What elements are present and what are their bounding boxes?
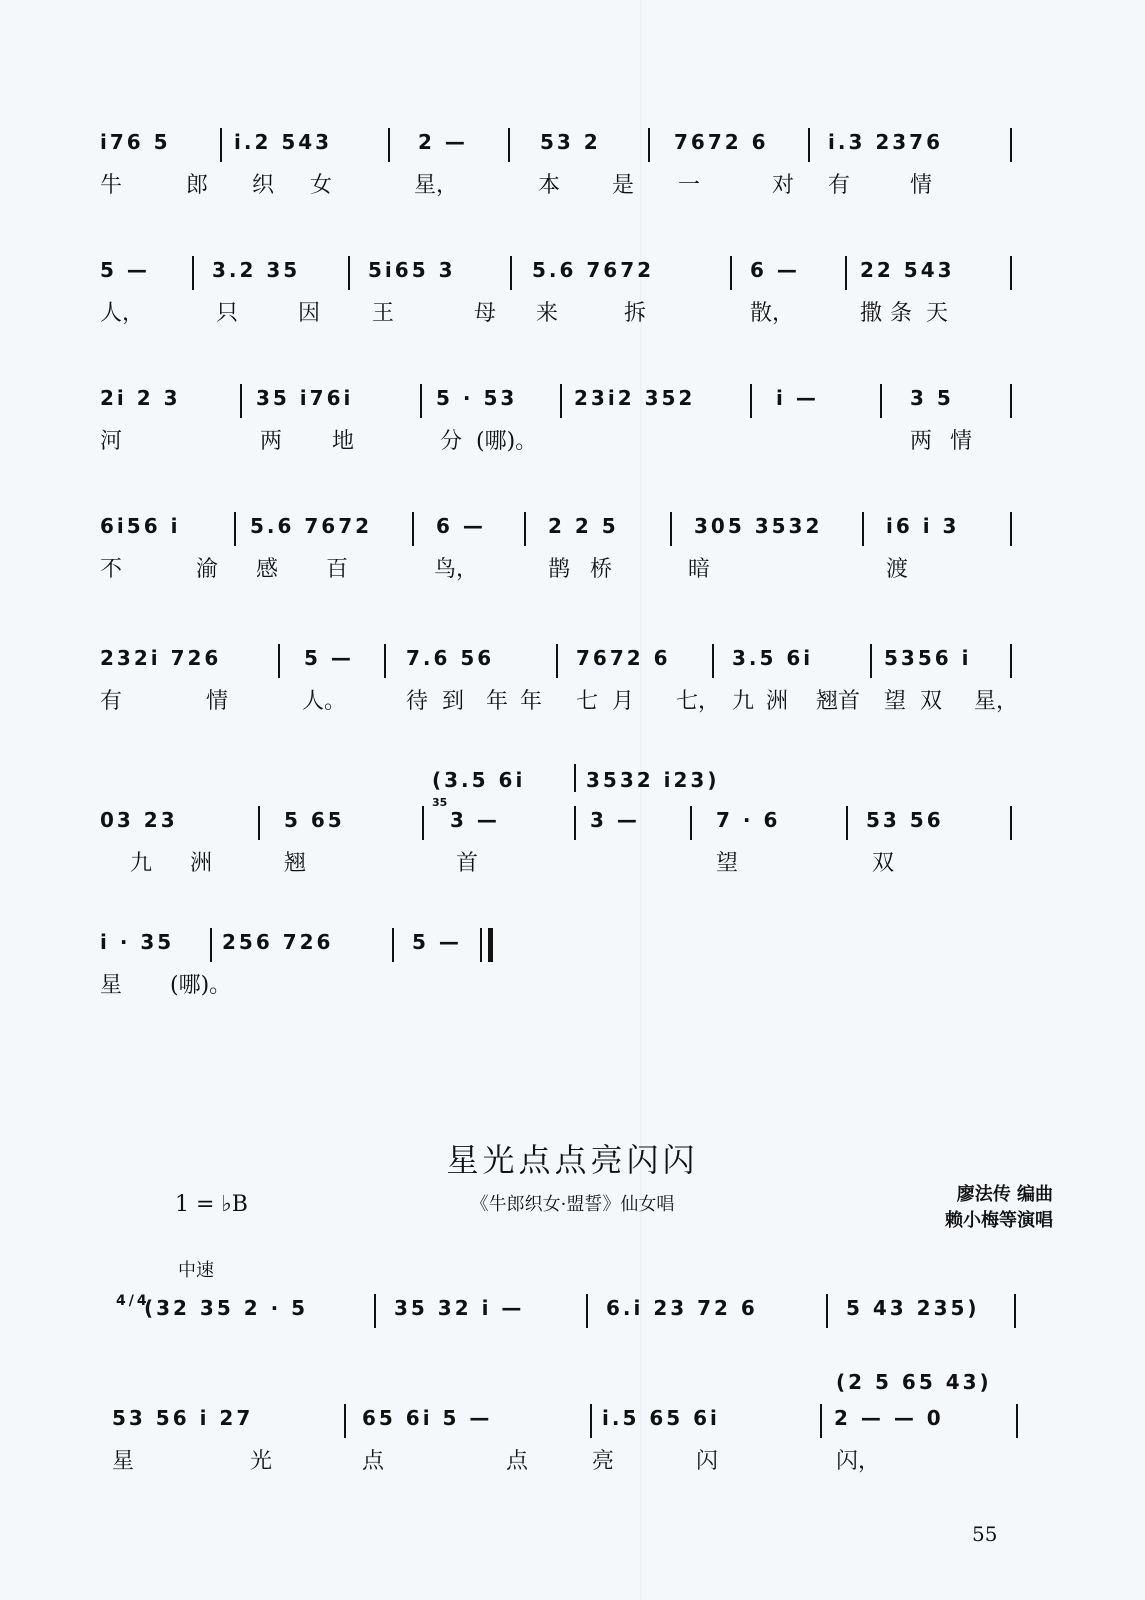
lyric: 鸟， [434,557,479,582]
barline [388,128,390,162]
lyric: 九 [732,689,755,714]
lyric: 撒 [860,301,883,326]
barline [508,128,510,162]
measure: 5 · 53 [436,386,518,410]
barline [348,256,350,290]
lyric: 百 [326,557,349,582]
measure: 5356 i [884,646,972,670]
lyric: 河 [100,429,123,454]
measure: 53 56 [866,808,944,832]
lyric: 条 [890,301,913,326]
barline [344,1404,346,1438]
barline [1010,256,1012,290]
barline [258,806,260,840]
barline [1010,644,1012,678]
time-signature: 4/4 [116,1293,150,1309]
measure: 5i65 3 [368,258,456,282]
measure: 5 — [412,930,462,954]
lyric: 渝 [196,557,219,582]
lyric: 鹊 [548,557,571,582]
lyric: 七 [576,689,599,714]
measure: 3 — [450,808,500,832]
measure: 5 — [304,646,354,670]
lyric: (哪)。 [476,429,538,454]
measure: 7672 6 [674,130,769,154]
barline [392,928,394,962]
lyric: 洲 [190,851,213,876]
measure: 3.5 6i [732,646,814,670]
measure: 6 — [436,514,486,538]
measure: 232i 726 [100,646,222,670]
lyric: 洲 [766,689,789,714]
lyric: (哪)。 [170,973,232,998]
lyric: 有 [828,173,851,198]
lyric: 光 [250,1449,273,1474]
score-line-7 [100,928,1030,1048]
barline [412,512,414,546]
lyric: 分 [440,429,463,454]
barline [384,644,386,678]
lyric: 双 [872,851,895,876]
barline [586,1294,588,1328]
barline [862,512,864,546]
grace-note: 35 [432,796,448,809]
lyric: 待 [406,689,429,714]
score-line-3 [100,384,1030,504]
lyric: 月 [612,689,635,714]
lyric: 暗 [688,557,711,582]
final-barline [488,928,493,962]
measure: 53 56 i 27 [112,1406,254,1430]
barline [574,806,576,840]
lyric: 亮 [592,1449,615,1474]
lyric: 九 [130,851,153,876]
barline [420,384,422,418]
barline [880,384,882,418]
lyric: 牛 [100,173,123,198]
barline [524,512,526,546]
lyric: 只 [216,301,239,326]
measure: 7 · 6 [716,808,781,832]
barline [750,384,752,418]
score-line-4 [100,512,1030,632]
intro-line [116,1294,1030,1414]
song-title: 星光点点亮闪闪 [446,1141,699,1179]
measure: 6 — [750,258,800,282]
measure: i76 5 [100,130,171,154]
lyric: 望 [716,851,739,876]
lyric: 星 [100,973,123,998]
measure: 305 3532 [694,514,823,538]
composer-credit: 廖法传 编曲 [956,1184,1053,1205]
lyric: 点 [506,1449,529,1474]
measure: 03 23 [100,808,178,832]
lyric: 翘首 [816,689,861,714]
lyric: 王 [372,301,395,326]
lyric: 星， [414,173,459,198]
measure: 2 — [418,130,468,154]
barline [670,512,672,546]
barline [278,644,280,678]
measure: i — [776,386,819,410]
score-line-2 [100,256,1030,376]
barline [846,806,848,840]
song2-line-1 [112,1404,1030,1524]
barline [808,128,810,162]
lyric: 人， [100,301,145,326]
barline [1014,1294,1016,1328]
barline [870,644,872,678]
lyric: 女 [310,173,333,198]
lyric: 星 [112,1449,135,1474]
measure: 7.6 56 [406,646,495,670]
measure: 5 65 [284,808,345,832]
lyric: 到 [442,689,465,714]
measure: 5.6 7672 [250,514,373,538]
lyric: 年 [486,689,509,714]
lyric: 星， [974,689,1019,714]
measure: 6.i 23 72 6 [606,1296,758,1320]
measure: 2 2 5 [548,514,619,538]
barline [1010,806,1012,840]
measure: i6 i 3 [886,514,960,538]
lyric: 情 [206,689,229,714]
measure: 53 2 [540,130,601,154]
lyric: 一 [678,173,701,198]
tempo-marking: 中速 [178,1260,214,1281]
barline [480,928,482,962]
lyric: 闪， [836,1449,881,1474]
lyric: 望 [884,689,907,714]
measure: 7672 6 [576,646,671,670]
score-line-1 [100,128,1030,248]
lyric: 两 [260,429,283,454]
barline [556,644,558,678]
measure: 3.2 35 [212,258,301,282]
measure: i.5 65 6i [602,1406,720,1430]
measure: 35 32 i — [394,1296,525,1320]
lyric: 情 [910,173,933,198]
lyric: 两 [910,429,933,454]
barline [826,1294,828,1328]
barline [374,1294,376,1328]
lyric: 翘 [284,851,307,876]
lyric: 点 [362,1449,385,1474]
barline [210,928,212,962]
barline [240,384,242,418]
lyric: 不 [100,557,123,582]
lyric: 母 [474,301,497,326]
lyric: 情 [950,429,973,454]
barline [192,256,194,290]
lyric: 织 [252,173,275,198]
measure: 23i2 352 [574,386,696,410]
measure: 22 543 [860,258,955,282]
measure: 65 6i 5 — [362,1406,493,1430]
lyric: 闪 [696,1449,719,1474]
lyric: 人。 [302,689,347,714]
lyric: 因 [298,301,321,326]
lyric: 感 [256,557,279,582]
lyric: 拆 [624,301,647,326]
lyric: 年 [520,689,543,714]
barline [820,1404,822,1438]
score-line-5 [100,644,1030,764]
barline [220,128,222,162]
barline [648,128,650,162]
measure: 3 5 [910,386,954,410]
measure: 3 — [590,808,640,832]
measure: 35 i76i [256,386,354,410]
measure: 2 — — 0 [834,1406,944,1430]
measure: (32 35 2 · 5 [144,1296,309,1320]
score-line-6 [100,806,1030,926]
lyric: 地 [332,429,355,454]
singer-credit: 赖小梅等演唱 [945,1210,1053,1231]
lyric: 来 [536,301,559,326]
lyric: 对 [772,173,795,198]
interlude: (3.5 6i [432,768,526,792]
lyric: 渡 [886,557,909,582]
key-signature: 1 = ♭B [175,1192,248,1217]
lyric: 天 [926,301,949,326]
barline [845,256,847,290]
barline [712,644,714,678]
lyric: 桥 [590,557,613,582]
barline [730,256,732,290]
barline [690,806,692,840]
barline [590,1404,592,1438]
lyric: 七， [676,689,721,714]
measure: 5 — [100,258,150,282]
lyric: 郎 [186,173,209,198]
barline [560,384,562,418]
lyric: 是 [612,173,635,198]
lyric: 首 [456,851,479,876]
barline [1010,512,1012,546]
barline [1010,128,1012,162]
barline [234,512,236,546]
barline [510,256,512,290]
song-subtitle: 《牛郎织女·盟誓》仙女唱 [470,1194,675,1215]
barline [574,764,576,792]
measure: 6i56 i [100,514,181,538]
barline [1016,1404,1018,1438]
measure: 5.6 7672 [532,258,655,282]
lyric: 散， [750,301,795,326]
interlude: (2 5 65 43) [836,1370,992,1394]
measure: 2i 2 3 [100,386,181,410]
measure: 5 43 235) [846,1296,980,1320]
measure: i.3 2376 [828,130,943,154]
interlude: 3532 i23) [586,768,720,792]
lyric: 双 [920,689,943,714]
measure: i.2 543 [234,130,333,154]
page-number: 55 [972,1522,998,1546]
lyric: 本 [538,173,561,198]
measure: i · 35 [100,930,175,954]
barline [422,806,424,840]
barline [1010,384,1012,418]
measure: 256 726 [222,930,334,954]
lyric: 有 [100,689,123,714]
